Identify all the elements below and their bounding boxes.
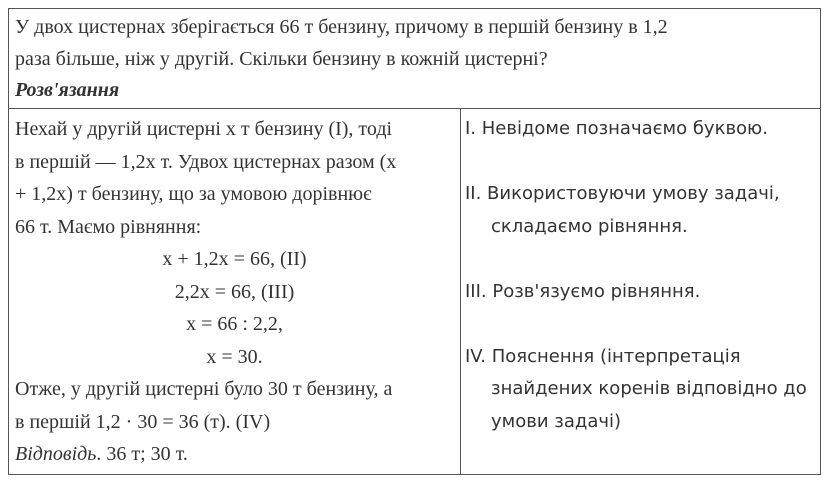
method-notes-column [461,109,820,474]
note-step-4-line-1: IV. Пояснення (інтерпретація [465,345,741,367]
answer-line [15,438,454,471]
solution-heading: Розв'язання [15,79,120,101]
equation-4: x = 30. [206,345,263,368]
conclusion-line-2: в першій 1,2 · 30 = 36 (т). (IV) [15,410,271,433]
equation-3: x = 66 : 2,2, [186,313,283,335]
solution-line-3: + 1,2x) т бензину, що за умовою дорівнює [15,183,372,205]
note-step-4-line-2: знайдених коренів відповідно до [491,378,807,399]
equation-1: x + 1,2x = 66, (II) [162,248,307,270]
spacer [465,243,816,276]
spacer [465,308,816,341]
problem-statement-line-2: раза більше, ніж у другій. Скільки бензину в кожній цистерні? [15,48,548,70]
answer-value: . 36 т; 30 т. [96,443,188,465]
solution-line-1: Нехай у другій цистерні x т бензину (I), тоді [15,118,393,140]
answer-label: Відповідь [15,443,97,465]
problem-cell [9,9,820,109]
solution-line-2: в першій — 1,2x т. Удвох цистернах разом (x [15,150,397,173]
equation-2: 2,2x = 66, (III) [174,280,295,303]
note-step-4-line-3: умови задачі) [491,410,622,432]
note-step-1: I. Невідоме позначаємо буквою. [465,118,768,139]
problem-statement-line-1: У двох цистернах зберігається 66 т бензину, причому в першій бензину в 1,2 [15,16,668,38]
note-step-2-line-1: II. Використовуючи умову задачі, [465,183,780,204]
note-step-3: III. Розв'язуємо рівняння. [465,280,701,302]
note-step-2-line-2: складаємо рівняння. [491,215,688,237]
solution-line-4: 66 т. Маємо рівняння: [15,215,202,238]
spacer [465,146,816,179]
solution-table [8,8,821,475]
conclusion-line-1: Отже, у другій цистерні було 30 т бензину, а [15,378,393,400]
solution-steps-column [9,109,461,474]
